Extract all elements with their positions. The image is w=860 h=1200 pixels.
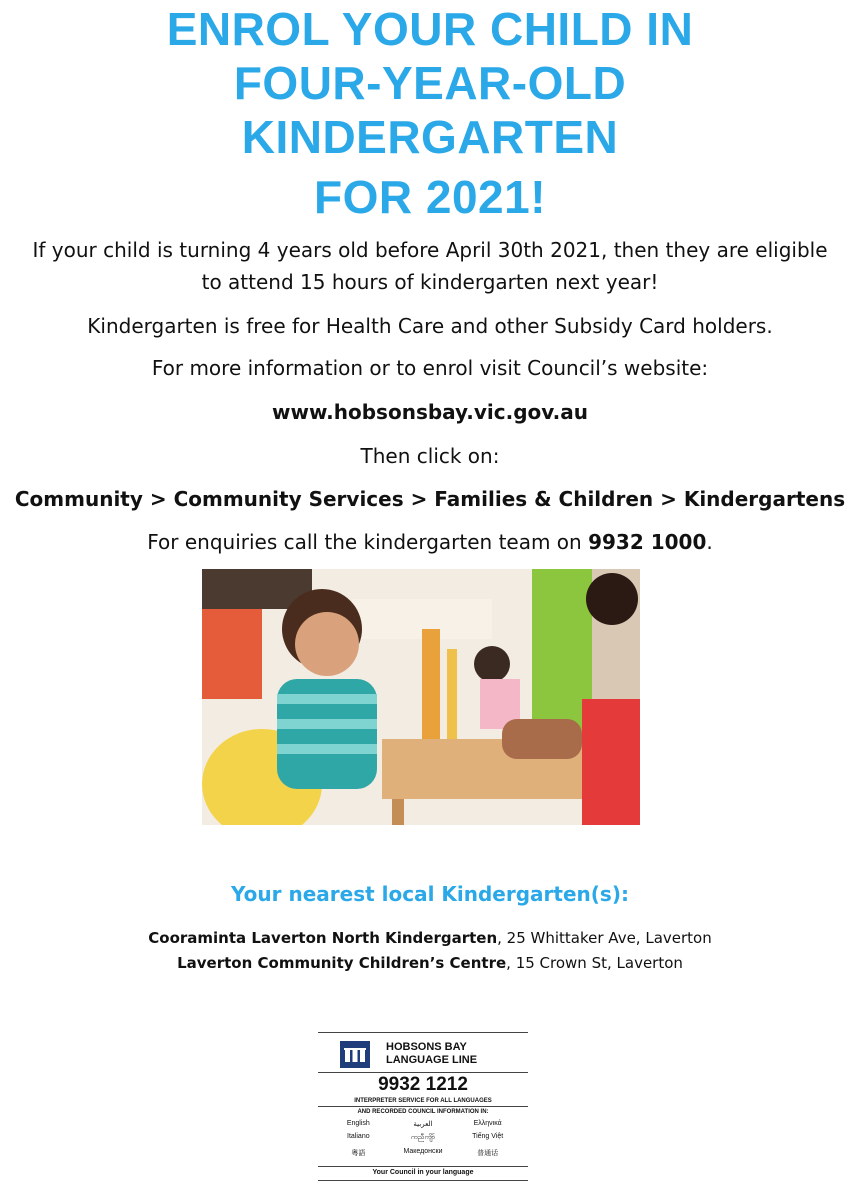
language-item: Tiếng Việt [472, 1133, 504, 1140]
headline-line-4: FOR 2021! [313, 171, 547, 223]
eligibility-text-1: If your child is turning 4 years old before April 30th 2021, then they are eligible [32, 238, 828, 262]
panel-top-rule [318, 1032, 528, 1033]
language-item: ကညီကျိာ် [410, 1134, 436, 1141]
language-line-footer: Your Council in your language [372, 1169, 474, 1176]
enquiries-suffix: . [706, 530, 713, 554]
kindergarten-address-1 [0, 928, 860, 948]
more-info-text: For more information or to enrol visit Council’s website: [151, 356, 709, 380]
brand-line-2: LANGUAGE LINE [386, 1054, 478, 1066]
eligibility-text-2: to attend 15 hours of kindergarten next year! [201, 270, 659, 294]
kindergarten-location-2: , 15 Crown St, Laverton [506, 954, 683, 972]
panel-bottom-rule [318, 1180, 528, 1181]
kindergarten-name-2: Laverton Community Children’s Centre [177, 954, 507, 972]
headline-line-1: ENROL YOUR CHILD IN [166, 3, 694, 55]
recorded-info-text: AND RECORDED COUNCIL INFORMATION IN: [357, 1109, 489, 1115]
headline-line-3: KINDERGARTEN [241, 111, 619, 163]
language-list [326, 1120, 520, 1158]
brand-line-1: HOBSONS BAY [386, 1041, 467, 1053]
kindergarten-name-1: Cooraminta Laverton North Kindergarten [148, 929, 498, 947]
hobsons-bay-logo-icon [340, 1041, 370, 1068]
panel-rule [318, 1106, 528, 1107]
navigation-path: Community > Community Services > Families & Children > Kindergartens [14, 487, 846, 511]
panel-rule [318, 1072, 528, 1073]
language-item: 普通话 [477, 1150, 499, 1157]
interpreter-text: INTERPRETER SERVICE FOR ALL LANGUAGES [354, 1098, 492, 1104]
language-item: 粵語 [351, 1150, 366, 1157]
language-item: Македонски [403, 1148, 443, 1155]
free-kinder-text: Kindergarten is free for Health Care and other Subsidy Card holders. [87, 314, 773, 338]
kindergarten-address-2 [0, 953, 860, 973]
headline-line-2: FOUR-YEAR-OLD [233, 57, 627, 109]
language-line-phone: 9932 1212 [378, 1074, 468, 1095]
language-line-brand [386, 1041, 477, 1067]
language-item: Italiano [347, 1133, 370, 1140]
nearest-kindergarten-heading: Your nearest local Kindergarten(s): [231, 882, 629, 906]
enquiries-prefix: For enquiries call the kindergarten team on [147, 530, 589, 554]
panel-rule [318, 1166, 528, 1167]
then-click-text: Then click on: [360, 444, 500, 468]
kindergarten-location-1: , 25 Whittaker Ave, Laverton [497, 929, 712, 947]
language-item: English [346, 1120, 370, 1127]
language-item: العربية [413, 1121, 433, 1128]
enquiries-text [0, 530, 860, 554]
language-item: Ελληνικά [473, 1120, 502, 1127]
language-line-panel [318, 1032, 528, 1182]
children-playing-photo [202, 569, 640, 825]
website-link[interactable]: www.hobsonsbay.vic.gov.au [272, 400, 588, 424]
enquiries-phone: 9932 1000 [588, 530, 707, 554]
